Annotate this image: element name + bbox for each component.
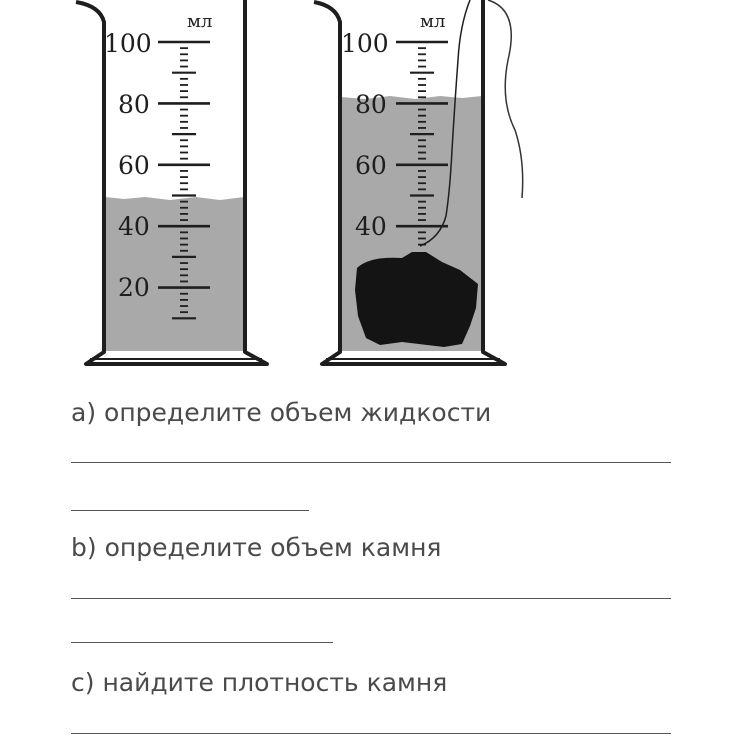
left-label-60: 60 xyxy=(118,151,150,180)
right-label-40: 40 xyxy=(355,212,387,241)
string-free-end xyxy=(488,0,523,198)
answer-line-a1[interactable] xyxy=(71,462,671,463)
left-label-20: 20 xyxy=(118,273,150,302)
left-label-100: 100 xyxy=(104,29,152,58)
question-a: a) определите объем жидкости xyxy=(71,398,492,427)
question-c: c) найдите плотность камня xyxy=(71,668,448,697)
right-label-100: 100 xyxy=(341,29,389,58)
right-label-60: 60 xyxy=(355,151,387,180)
answer-line-c1[interactable] xyxy=(71,733,671,734)
question-b: b) определите объем камня xyxy=(71,533,442,562)
right-unit-label: мл xyxy=(420,11,446,32)
left-cylinder xyxy=(76,0,267,364)
right-cylinder xyxy=(314,0,523,364)
right-label-80: 80 xyxy=(355,90,387,119)
answer-line-a2[interactable] xyxy=(71,510,309,511)
answer-line-b1[interactable] xyxy=(71,598,671,599)
left-label-80: 80 xyxy=(118,90,150,119)
answer-line-b2[interactable] xyxy=(71,642,333,643)
left-unit-label: мл xyxy=(187,11,213,32)
left-label-40: 40 xyxy=(118,212,150,241)
